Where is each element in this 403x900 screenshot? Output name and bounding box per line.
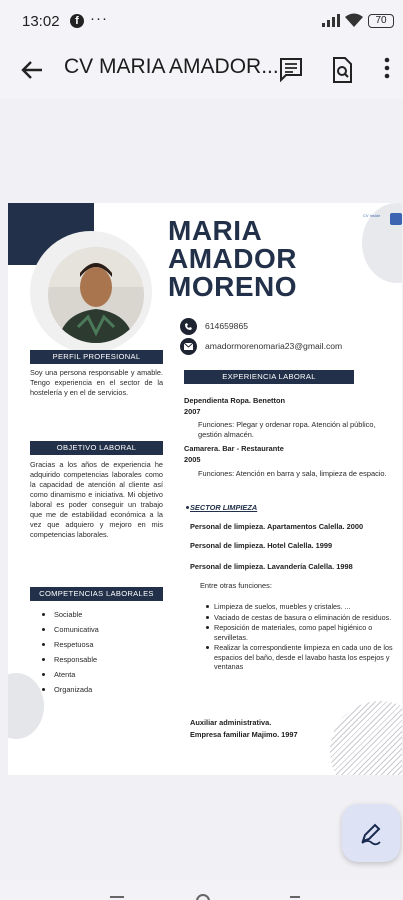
limpieza-job-1: Personal de limpieza. Apartamentos Calella. 2000	[190, 522, 364, 531]
list-item: Realizar la correspondiente limpieza en cada uno de los espacios del baño, desde el lavabo hasta los espejos y ventanas	[214, 643, 393, 671]
decorative-hatched-circle	[330, 701, 402, 775]
job2-title: Camarera. Bar - Restaurante	[184, 444, 284, 453]
more-vert-icon[interactable]	[384, 56, 390, 80]
app-toolbar	[0, 42, 403, 98]
list-item: Atenta	[42, 670, 99, 685]
email-address: amadormorenomaria23@gmail.com	[205, 341, 343, 351]
recent-apps-icon[interactable]	[110, 896, 124, 900]
section-objetivo-header: OBJETIVO LABORAL	[30, 441, 163, 455]
edit-fab-button[interactable]	[342, 804, 400, 862]
name-line-3: MORENO	[168, 271, 297, 302]
aux-company: Empresa familiar Majimo. 1997	[190, 730, 298, 739]
section-competencias-header: COMPETENCIAS LABORALES	[30, 587, 163, 601]
job1-year: 2007	[184, 407, 201, 416]
document-title: CV MARIA AMADOR...	[64, 55, 279, 78]
email-icon	[180, 338, 197, 355]
phone-icon	[180, 318, 197, 335]
more-notifications-icon: ···	[90, 10, 108, 27]
limpieza-job-2: Personal de limpieza. Hotel Calella. 1999	[190, 541, 333, 550]
section-experiencia-header: EXPERIENCIA LABORAL	[184, 370, 354, 384]
competencias-list	[42, 610, 99, 700]
job1-description: Funciones: Plegar y ordenar ropa. Atención al público, gestión almacén.	[198, 420, 376, 439]
cv-name	[168, 217, 297, 301]
facebook-notification-icon: f	[70, 14, 84, 28]
battery-icon: 70	[368, 14, 394, 28]
system-nav-bar	[0, 880, 403, 900]
job1-title: Dependienta Ropa. Benetton	[184, 396, 286, 405]
cv-badge-text: CV Inside	[363, 213, 381, 218]
contact-email	[180, 337, 342, 355]
edit-pen-icon	[358, 820, 384, 846]
list-item: Limpieza de suelos, muebles y cristales. ...	[214, 602, 394, 612]
name-line-2: AMADOR	[168, 243, 297, 274]
section-perfil-header: PERFIL PROFESIONAL	[30, 350, 163, 364]
home-icon[interactable]	[196, 894, 210, 900]
list-item: Vaciado de cestas de basura o eliminación de residuos.	[214, 613, 394, 623]
status-time: 13:02	[22, 13, 60, 30]
list-item: Responsable	[42, 655, 99, 670]
contact-phone	[180, 317, 248, 335]
status-bar	[0, 0, 403, 42]
aux-title: Auxiliar administrativa.	[190, 718, 272, 727]
list-item: Reposición de materiales, como papel higiénico o servilletas.	[214, 623, 394, 642]
signal-icon	[322, 14, 340, 27]
arrow-back-icon[interactable]	[18, 56, 46, 84]
phone-number: 614659865	[205, 321, 249, 331]
comment-icon[interactable]	[278, 56, 304, 82]
system-back-icon[interactable]	[290, 896, 300, 900]
funciones-list	[214, 602, 394, 673]
entre-otras-label: Entre otras funciones:	[200, 581, 272, 590]
wifi-icon	[344, 12, 364, 28]
name-line-1: MARIA	[168, 215, 263, 246]
decorative-circle	[8, 673, 44, 739]
objetivo-text: Gracias a los años de experiencia he adquirido competencias laborales como la capacidad de atención al cliente así como dinamismo e iniciativa. Mi objetivo laboral es poder conseguir un trabajo que me de estabilidad económica a la vez que adquiero y mejoro en mis competencias laborales.	[30, 460, 163, 539]
cv-page	[8, 203, 402, 775]
cv-badge-logo	[390, 213, 402, 225]
job2-year: 2005	[184, 455, 201, 464]
perfil-text: Soy una persona responsable y amable. Tengo experiencia en el sector de la hostelería y en el de servicios.	[30, 368, 163, 397]
list-item: Respetuosa	[42, 640, 99, 655]
sector-limpieza-label: SECTOR LIMPIEZA	[190, 503, 258, 512]
profile-photo	[48, 247, 144, 343]
list-item: Comunicativa	[42, 625, 99, 640]
list-item: Organizada	[42, 685, 99, 700]
sector-bullet	[186, 506, 189, 509]
limpieza-job-3: Personal de limpieza. Lavandería Calella. 1998	[190, 562, 353, 571]
find-in-document-icon[interactable]	[330, 56, 354, 84]
list-item: Sociable	[42, 610, 99, 625]
job2-description: Funciones: Atención en barra y sala, limpieza de espacio.	[198, 469, 387, 478]
